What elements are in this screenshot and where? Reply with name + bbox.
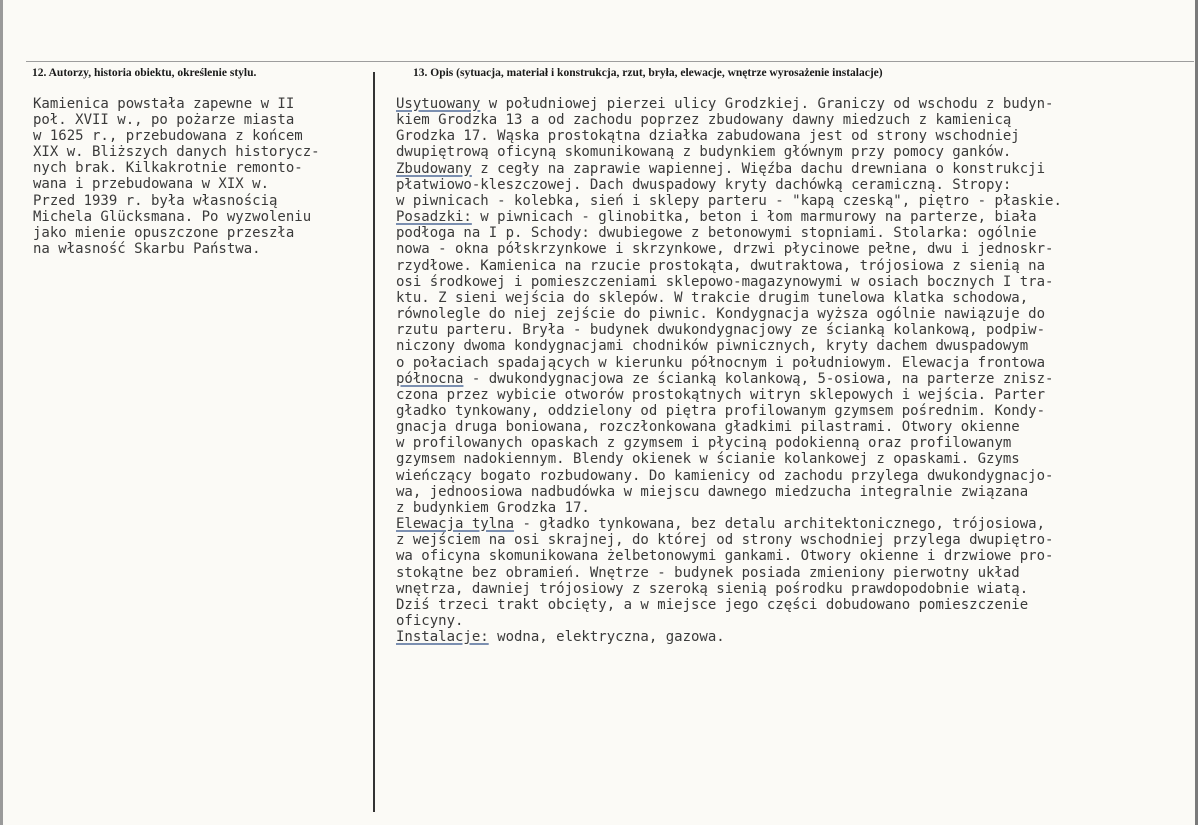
- history-line: nych brak. Kilkakrotnie remonto-: [33, 160, 303, 177]
- history-line: wana i przebudowana w XIX w.: [33, 176, 270, 193]
- history-line: Kamienica powstała zapewne w II: [33, 96, 295, 112]
- description-line: [396, 322, 1196, 338]
- description-line: [396, 581, 1196, 597]
- history-line: jako mienie opuszczone przeszła: [33, 224, 295, 241]
- description-text-run: w południowej pierzei ulicy Grodzkiej. Graniczy od wschodu z budyn-: [480, 96, 1054, 112]
- description-text-run: z budynkiem Grodzka 17.: [396, 499, 590, 516]
- description-text-run: niczony dwoma kondygnacjami chodników piwnicznych, kryty dachem dwuspadowym: [396, 338, 1029, 355]
- description-text-run: Grodzka 17. Wąska prostokątna działka zabudowana jest od strony wschodniej: [396, 128, 1020, 145]
- history-line: Michela Glücksmana. Po wyzwoleniu: [33, 208, 312, 225]
- history-line: poł. XVII w., po pożarze miasta: [33, 112, 295, 129]
- description-text-run: rzydłowe. Kamienica na rzucie prostokąta, dwutraktowa, trójosiowa z sienią na: [396, 257, 1046, 274]
- description-text-run: czona przez wybicie otworów prostokątnych witryn sklepowych i wejścia. Parter: [396, 386, 1046, 403]
- description-line: [396, 209, 1196, 225]
- section-13-heading: 13. Opis (sytuacja, materiał i konstrukcja, rzut, bryła, elewacje, wnętrze wyrosażenie instalacje): [413, 67, 883, 79]
- description-text-run: z wejściem na osi skrajnej, do której od strony wschodniej przylega dwupiętro-: [396, 532, 1054, 549]
- top-rule: [26, 61, 1194, 62]
- description-line: [396, 629, 1196, 645]
- description-text-run: osi środkowej i pomieszczeniami sklepowo-magazynowymi w osiach bocznych I tra-: [396, 273, 1054, 290]
- description-line: [396, 548, 1196, 564]
- history-line: XIX w. Bliższych danych historycz-: [33, 144, 320, 161]
- description-line: [396, 177, 1196, 193]
- history-line: Przed 1939 r. była własnością: [33, 192, 278, 209]
- underlined-term: północna: [396, 370, 464, 387]
- description-text-run: o połaciach spadających w kierunku północnym i południowym. Elewacja frontowa: [396, 354, 1046, 371]
- description-line: [396, 225, 1196, 241]
- description-text-run: gładko tynkowany, oddzielony od piętra profilowanym gzymsem pośrednim. Kondy-: [396, 402, 1046, 419]
- description-line: [396, 128, 1196, 144]
- history-text: [33, 96, 373, 257]
- description-text-run: gzymsem nadokiennym. Blendy okienek w ścianie kolankowej z opaskami. Gzyms: [396, 451, 1020, 468]
- description-text-run: wieńczący bogato rozbudowany. Do kamienicy od zachodu przylega dwukondygnacjo-: [396, 467, 1054, 484]
- description-text-run: wa, jednoosiowa nadbudówka w miejscu dawnego miedzucha integralnie związana: [396, 483, 1029, 500]
- description-line: [396, 532, 1196, 548]
- description-line: [396, 484, 1196, 500]
- underlined-term: Posadzki:: [396, 209, 472, 226]
- description-text-run: wodna, elektryczna, gazowa.: [488, 629, 725, 646]
- underlined-term: Elewacja tylna: [396, 516, 515, 533]
- underlined-term: Usytuowany: [396, 96, 481, 112]
- description-line: [396, 96, 1196, 112]
- description-line: [396, 565, 1196, 581]
- description-text-run: stokątne bez obramień. Wnętrze - budynek posiada zmieniony pierwotny układ: [396, 564, 1020, 581]
- description-text-run: kiem Grodzka 13 a od zachodu poprzez zbudowany dawny miedzuch z kamienicą: [396, 112, 1012, 129]
- description-line: [396, 451, 1196, 467]
- description-line: [396, 387, 1196, 403]
- description-text-run: ktu. Z sieni wejścia do sklepów. W trakcie drugim tunelowa klatka schodowa,: [396, 289, 1029, 306]
- description-line: [396, 112, 1196, 128]
- description-line: [396, 468, 1196, 484]
- description-text-run: płatwiowo-kleszczowej. Dach dwuspadowy kryty dachówką ceramiczną. Stropy:: [396, 176, 1012, 193]
- description-text-run: w profilowanych opaskach z gzymsem i płyciną podokienną oraz profilowanym: [396, 435, 1012, 452]
- description-text-run: rzutu parteru. Bryła - budynek dwukondygnacjowy ze ścianką kolankową, podpiw-: [396, 322, 1046, 339]
- description-line: [396, 500, 1196, 516]
- description-line: [396, 597, 1196, 613]
- description-text-run: z cegły na zaprawie wapiennej. Więźba dachu drewniana o konstrukcji: [471, 160, 1046, 177]
- sheet-left-edge: [0, 0, 3, 825]
- description-text-run: równolegle do niej zejście do piwnic. Kondygnacja wyższa ogólnie nawiązuje do: [396, 306, 1046, 323]
- description-text-run: oficyny.: [396, 613, 464, 629]
- description-line: [396, 338, 1196, 354]
- description-line: [396, 613, 1196, 629]
- description-line: [396, 144, 1196, 160]
- description-text-run: gnacja druga boniowana, rozczłonkowana gładkimi pilastrami. Otwory okienne: [396, 419, 1020, 436]
- underlined-term: Instalacje:: [396, 629, 489, 646]
- description-text-run: podłoga na I p. Schody: dwubiegowe z betonowymi stopniami. Stolarka: ogólnie: [396, 225, 1037, 242]
- description-line: [396, 274, 1196, 290]
- description-text-run: wa oficyna skomunikowana żelbetonowymi gankami. Otwory okienne i drzwiowe pro-: [396, 548, 1054, 565]
- description-text-run: w piwnicach - glinobitka, beton i łom marmurowy na parterze, biała: [471, 209, 1037, 226]
- description-line: [396, 241, 1196, 257]
- description-line: [396, 290, 1196, 306]
- column-divider: [373, 72, 375, 812]
- history-line: na własność Skarbu Państwa.: [33, 240, 261, 257]
- underlined-term: Zbudowany: [396, 160, 472, 177]
- section-12-heading: 12. Autorzy, historia obiektu, określenie stylu.: [32, 67, 257, 79]
- description-line: [396, 516, 1196, 532]
- description-text-run: dwupiętrową oficyną skomunikowaną z budynkiem głównym przy pomocy ganków.: [396, 144, 1012, 161]
- description-line: [396, 258, 1196, 274]
- description-line: [396, 193, 1196, 209]
- description-line: [396, 355, 1196, 371]
- description-line: [396, 435, 1196, 451]
- description-line: [396, 161, 1196, 177]
- description-line: [396, 403, 1196, 419]
- description-line: [396, 306, 1196, 322]
- description-line: [396, 371, 1196, 387]
- description-text-run: - dwukondygnacjowa ze ścianką kolankową, 5-osiowa, na parterze znisz-: [463, 370, 1054, 387]
- description-text-run: w piwnicach - kolebka, sień i sklepy parteru - "kapą czeską", piętro - płaskie.: [396, 192, 1062, 209]
- description-text-run: wnętrza, dawniej trójosiowy z szeroką sienią pośrodku prawdopodobnie wiatą.: [396, 580, 1029, 597]
- history-line: w 1625 r., przebudowana z końcem: [33, 128, 303, 145]
- description-text-run: Dziś trzeci trakt obcięty, a w miejsce jego części dobudowano pomieszczenie: [396, 596, 1029, 613]
- description-text: [396, 96, 1196, 645]
- description-line: [396, 419, 1196, 435]
- description-text-run: nowa - okna półskrzynkowe i skrzynkowe, drzwi płycinowe pełne, dwu i jednoskr-: [396, 241, 1054, 258]
- description-text-run: - gładko tynkowana, bez detalu architektonicznego, trójosiowa,: [514, 516, 1046, 533]
